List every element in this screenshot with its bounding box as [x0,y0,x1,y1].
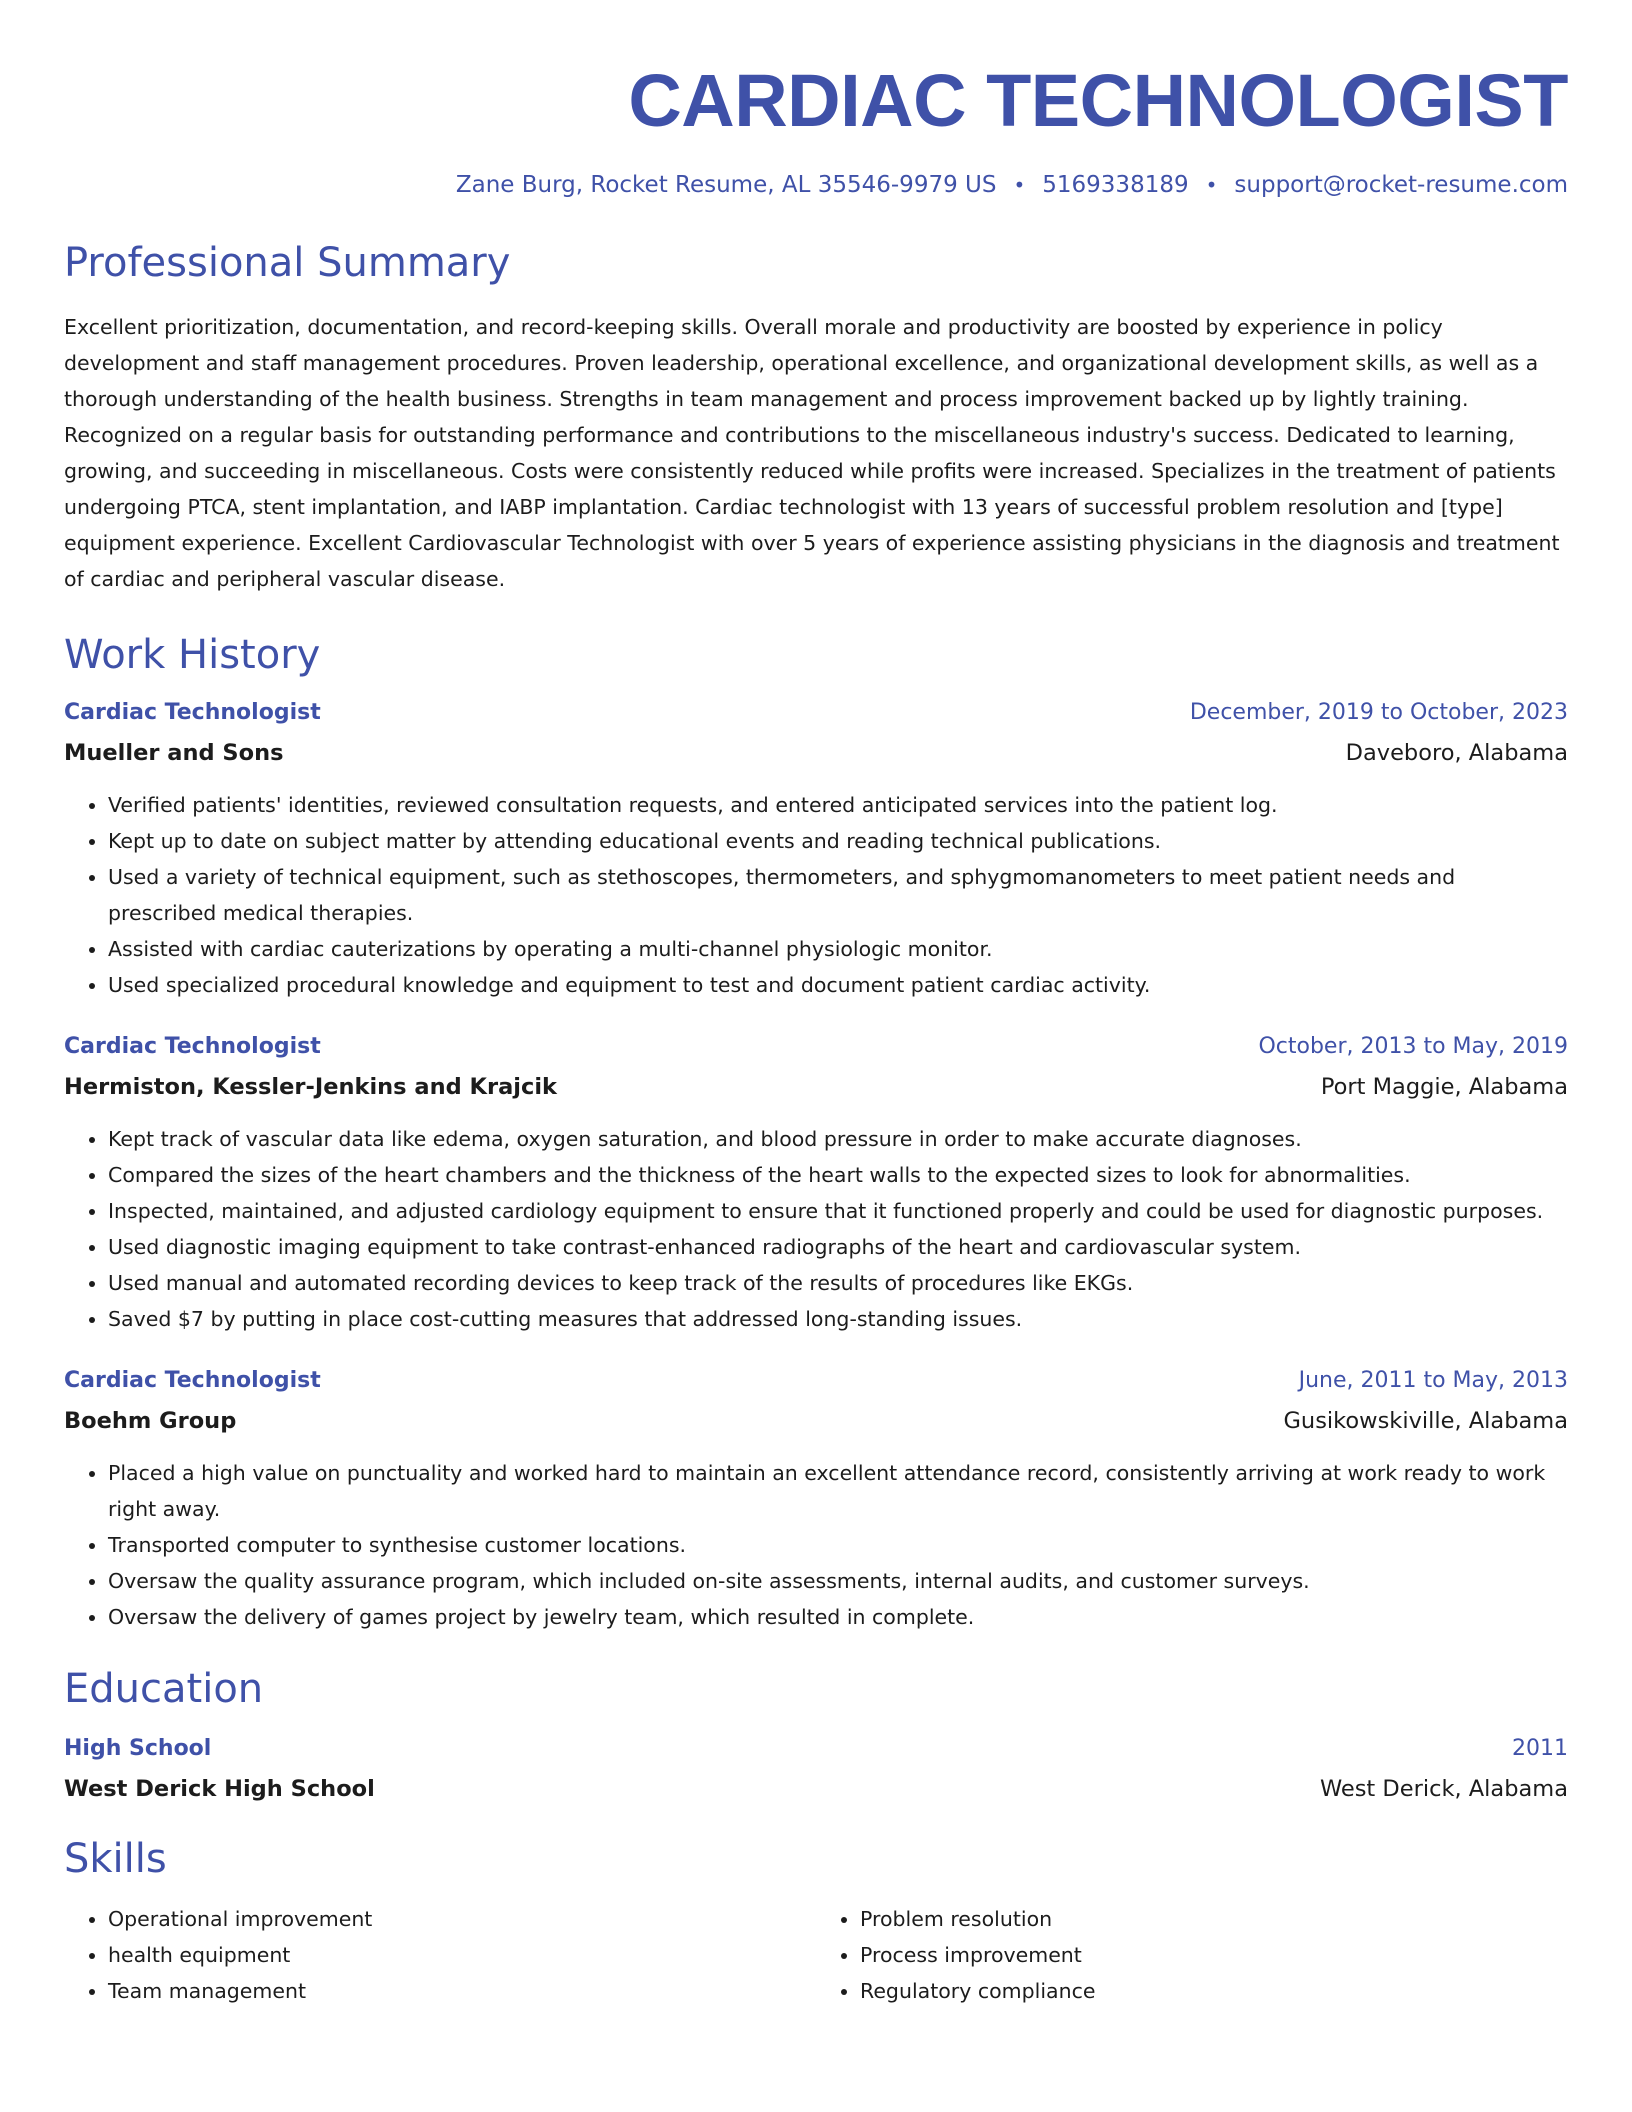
job-title: Cardiac Technologist [64,700,321,725]
list-item: • Compared the sizes of the heart chambers and the thickness of the heart walls to the expected sizes to look for abnormalities. [108,1157,1568,1193]
school-name: West Derick High School [64,1776,375,1802]
list-item: • Used a variety of technical equipment, such as stethoscopes, thermometers, and sphygmomanometers to meet patient needs and prescribed medical therapies. [108,859,1568,931]
job-dates: October, 2013 to May, 2019 [1258,1034,1568,1059]
skill-item: • Process improvement [860,1937,1568,1973]
summary-text: Excellent prioritization, documentation, and record-keeping skills. Overall morale and productivity are boosted by experience in policy development and staff management procedures. Proven leadership, operational excellence, and organizational development skills, as well as a thorough understanding of the health business. Strengths in team management and process improvement backed up by lightly training. Recognized on a regular basis for outstanding performance and contributions to the miscellaneous industry's success. Dedicated to learning, growing, and succeeding in miscellaneous. Costs were consistently reduced while profits were increased. Specializes in the treatment of patients undergoing PTCA, stent implantation, and IABP implantation. Cardiac technologist with 13 years of successful problem resolution and [type] equipment experience. Excellent Cardiovascular Technologist with over 5 years of experience assisting physicians in the diagnosis and treatment of cardiac and peripheral vascular disease. [64,315,1560,591]
list-item: • Assisted with cardiac cauterizations by operating a multi-channel physiologic monitor. [108,931,1568,967]
list-item: • Transported computer to synthesise customer locations. [108,1527,1568,1563]
list-item: • Verified patients' identities, reviewed consultation requests, and entered anticipated services into the patient log. [108,787,1568,823]
summary-heading: Professional Summary [64,240,511,286]
contact-email[interactable]: support@rocket-resume.com [1234,172,1568,198]
list-item: • Used diagnostic imaging equipment to take contrast-enhanced radiographs of the heart and cardiovascular system. [108,1229,1568,1265]
skill-item: • Problem resolution [860,1901,1568,1937]
job-bullets [64,1121,1568,1337]
job-dates: December, 2019 to October, 2023 [1189,700,1568,725]
skill-item: • Team management [108,1973,816,2009]
list-item: • Oversaw the delivery of games project by jewelry team, which resulted in complete. [108,1599,1568,1635]
list-item: • Used manual and automated recording devices to keep track of the results of procedures like EKGs. [108,1265,1568,1301]
skill-item: • health equipment [108,1937,816,1973]
list-item: • Saved $7 by putting in place cost-cutting measures that addressed long-standing issues. [108,1301,1568,1337]
list-item: • Oversaw the quality assurance program, which included on-site assessments, internal audits, and customer surveys. [108,1563,1568,1599]
job-location: Gusikowskiville, Alabama [1283,1408,1568,1434]
skill-item: • Operational improvement [108,1901,816,1937]
skills-heading: Skills [64,1836,167,1882]
skills-section [64,1836,1568,2009]
education-section [64,1666,1568,1803]
company-name: Mueller and Sons [64,740,284,766]
job-entry [64,1367,1568,1635]
job-bullets [64,787,1568,1003]
degree: High School [64,1736,212,1761]
list-item: • Kept up to date on subject matter by attending educational events and reading technical publications. [108,823,1568,859]
work-history-section [64,632,1568,1635]
separator-dot: • [1205,173,1218,197]
job-entry [64,699,1568,1003]
job-title: Cardiac Technologist [64,1368,321,1393]
job-location: Port Maggie, Alabama [1320,1074,1568,1100]
separator-dot: • [1013,173,1026,197]
list-item: • Inspected, maintained, and adjusted cardiology equipment to ensure that it functioned properly and could be used for diagnostic purposes. [108,1193,1568,1229]
company-name: Hermiston, Kessler-Jenkins and Krajcik [64,1074,557,1100]
list-item: • Used specialized procedural knowledge and equipment to test and document patient cardiac activity. [108,967,1568,1003]
graduation-year: 2011 [1512,1736,1568,1761]
skill-item: • Regulatory compliance [860,1973,1568,2009]
work-history-heading: Work History [64,632,321,678]
job-title: Cardiac Technologist [64,1034,321,1059]
summary-section [64,240,1568,597]
job-dates: June, 2011 to May, 2013 [1298,1368,1568,1393]
skills-list-left [64,1901,816,2009]
skills-list-right [816,1901,1568,2009]
list-item: • Placed a high value on punctuality and worked hard to maintain an excellent attendance record, consistently arriving at work ready to work right away. [108,1455,1568,1527]
resume-title: CARDIAC TECHNOLOGIST [628,59,1568,142]
skills-columns [64,1901,1568,2009]
contact-address: Zane Burg, Rocket Resume, AL 35546-9979 US [455,172,997,198]
education-entry [64,1735,1568,1803]
contact-line [64,174,1568,197]
job-bullets [64,1455,1568,1635]
school-location: West Derick, Alabama [1319,1776,1568,1802]
job-location: Daveboro, Alabama [1345,740,1568,766]
resume-page [64,0,1568,2009]
education-heading: Education [64,1666,264,1712]
company-name: Boehm Group [64,1408,237,1434]
contact-phone: 5169338189 [1042,172,1189,198]
list-item: • Kept track of vascular data like edema, oxygen saturation, and blood pressure in order to make accurate diagnoses. [108,1121,1568,1157]
job-entry [64,1033,1568,1337]
